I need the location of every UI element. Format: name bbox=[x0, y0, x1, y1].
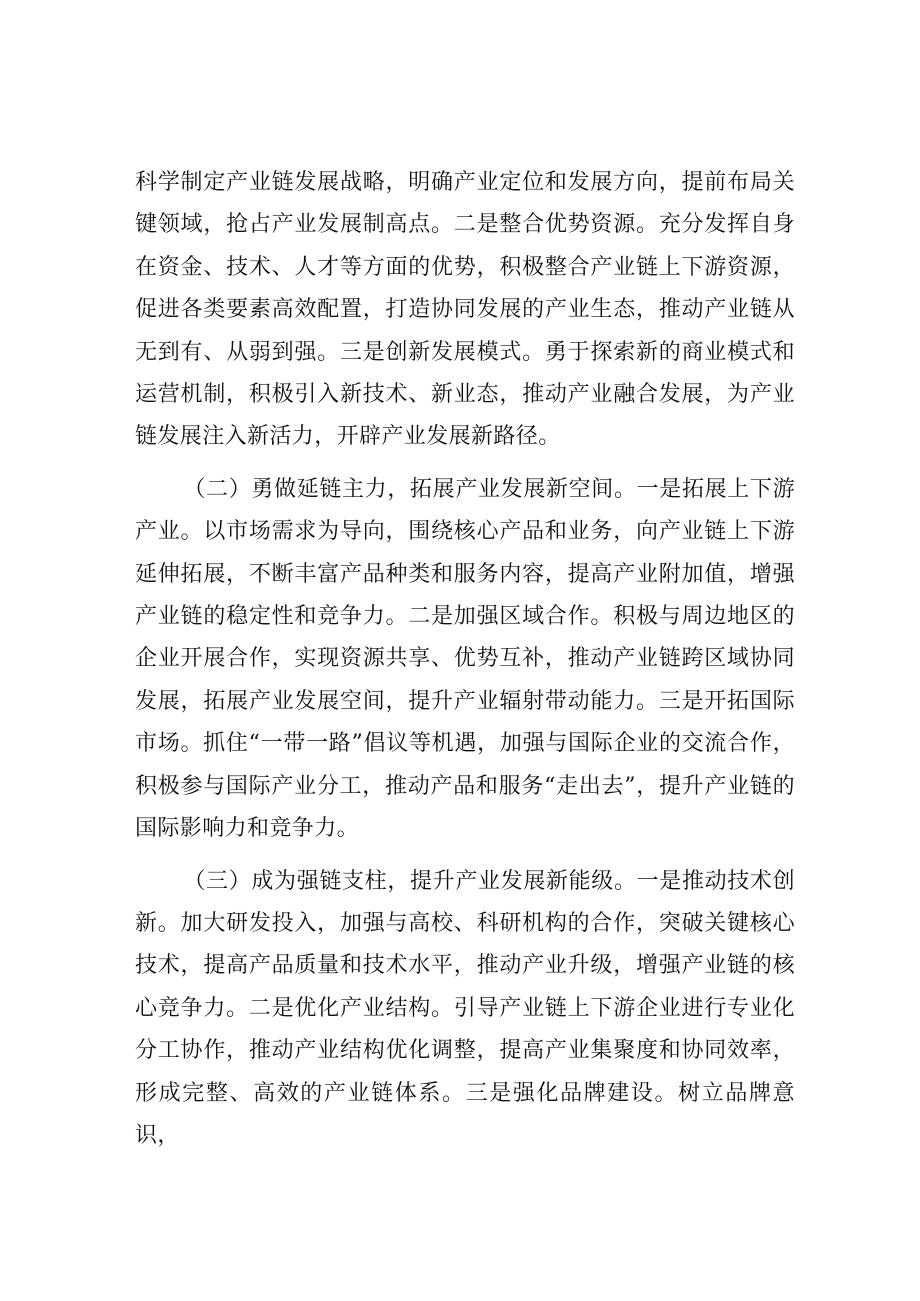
document-body bbox=[135, 162, 795, 1157]
paragraph-section-three: （三）成为强链支柱，提升产业发展新能级。一是推动技术创新。加大研发投入，加强与高校、科研机构的合作，突破关键核心技术，提高产品质量和技术水平，推动产业升级，增强产业链的核心竞争力。二是优化产业结构。引导产业链上下游企业进行专业化分工协作，推动产业结构优化调整，提高产业集聚度和协同效率，形成完整、高效的产业链体系。三是强化品牌建设。树立品牌意识， bbox=[135, 868, 795, 1148]
paragraph-section-two: （二）勇做延链主力，拓展产业发展新空间。一是拓展上下游产业。以市场需求为导向，围绕核心产品和业务，向产业链上下游延伸拓展，不断丰富产品种类和服务内容，提高产业附加值，增强产业链的稳定性和竞争力。二是加强区域合作。积极与周边地区的企业开展合作，实现资源共享、优势互补，推动产业链跨区域协同发展，拓展产业发展空间，提升产业辐射带动能力。三是开拓国际市场。抓住“一带一路”倡议等机遇，加强与国际企业的交流合作，积极参与国际产业分工，推动产品和服务“走出去”，提升产业链的国际影响力和竞争力。 bbox=[135, 476, 795, 842]
paragraph-continuation: 科学制定产业链发展战略，明确产业定位和发展方向，提前布局关键领域，抢占产业发展制高点。二是整合优势资源。充分发挥自身在资金、技术、人才等方面的优势，积极整合产业链上下游资源，促进各类要素高效配置，打造协同发展的产业生态，推动产业链从无到有、从弱到强。三是创新发展模式。勇于探索新的商业模式和运营机制，积极引入新技术、新业态，推动产业融合发展，为产业链发展注入新活力，开辟产业发展新路径。 bbox=[135, 170, 795, 450]
